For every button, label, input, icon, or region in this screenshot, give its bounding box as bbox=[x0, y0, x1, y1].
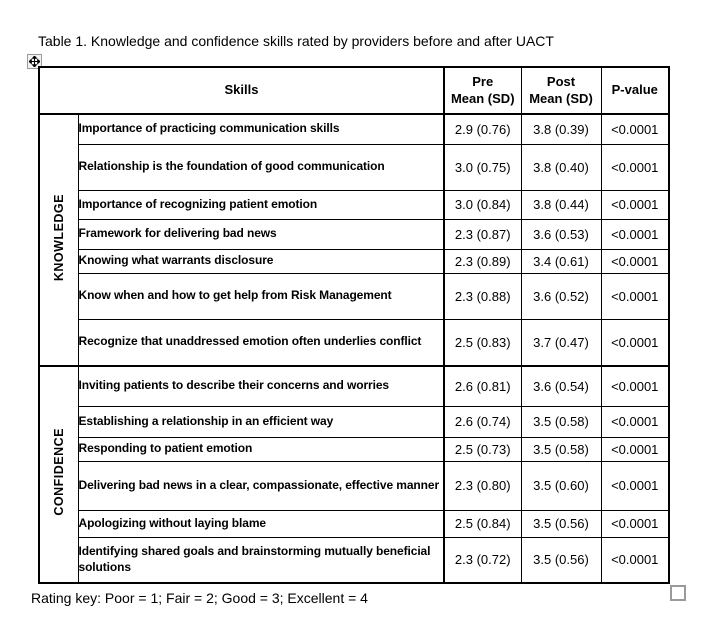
skill-cell: Importance of practicing communication skills bbox=[78, 114, 444, 144]
table-row bbox=[39, 537, 669, 583]
post-cell: 3.8 (0.44) bbox=[521, 190, 601, 219]
table-row bbox=[39, 273, 669, 319]
pre-cell: 2.5 (0.84) bbox=[444, 510, 521, 537]
rating-key: Rating key: Poor = 1; Fair = 2; Good = 3; Excellent = 4 bbox=[31, 590, 368, 606]
section-label-confidence bbox=[39, 366, 78, 583]
knowledge-confidence-table bbox=[38, 66, 670, 584]
skill-cell: Delivering bad news in a clear, compassionate, effective manner bbox=[78, 461, 444, 510]
post-cell: 3.5 (0.58) bbox=[521, 406, 601, 437]
table-row bbox=[39, 219, 669, 249]
pre-cell: 2.5 (0.83) bbox=[444, 319, 521, 366]
post-cell: 3.5 (0.56) bbox=[521, 537, 601, 583]
pvalue-cell: <0.0001 bbox=[601, 273, 669, 319]
post-cell: 3.6 (0.54) bbox=[521, 366, 601, 406]
skill-cell: Know when and how to get help from Risk Management bbox=[78, 273, 444, 319]
table-row bbox=[39, 461, 669, 510]
pre-cell: 2.6 (0.74) bbox=[444, 406, 521, 437]
header-pre-line1: Pre bbox=[472, 74, 494, 90]
table-row bbox=[39, 319, 669, 366]
pvalue-cell: <0.0001 bbox=[601, 406, 669, 437]
header-pre-line2: Mean (SD) bbox=[450, 90, 515, 106]
pre-cell: 2.3 (0.87) bbox=[444, 219, 521, 249]
skill-cell: Responding to patient emotion bbox=[78, 437, 444, 461]
column-header-pvalue: P-value bbox=[601, 67, 669, 114]
table-caption: Table 1. Knowledge and confidence skills rated by providers before and after UACT bbox=[38, 33, 554, 49]
post-cell: 3.5 (0.60) bbox=[521, 461, 601, 510]
pre-cell: 2.9 (0.76) bbox=[444, 114, 521, 144]
table-row bbox=[39, 114, 669, 144]
pvalue-cell: <0.0001 bbox=[601, 366, 669, 406]
post-cell: 3.5 (0.56) bbox=[521, 510, 601, 537]
pvalue-cell: <0.0001 bbox=[601, 144, 669, 190]
knowledge-vertical-label: KNOWLEDGE bbox=[51, 193, 66, 282]
skill-cell: Apologizing without laying blame bbox=[78, 510, 444, 537]
column-header-post bbox=[521, 67, 601, 114]
pvalue-cell: <0.0001 bbox=[601, 437, 669, 461]
table-row bbox=[39, 249, 669, 273]
header-post-line1: Post bbox=[546, 74, 576, 90]
table-row bbox=[39, 366, 669, 406]
pre-cell: 2.3 (0.72) bbox=[444, 537, 521, 583]
table-row bbox=[39, 437, 669, 461]
pvalue-cell: <0.0001 bbox=[601, 114, 669, 144]
pvalue-cell: <0.0001 bbox=[601, 510, 669, 537]
post-cell: 3.7 (0.47) bbox=[521, 319, 601, 366]
pre-cell: 2.5 (0.73) bbox=[444, 437, 521, 461]
pvalue-cell: <0.0001 bbox=[601, 537, 669, 583]
pre-cell: 2.3 (0.88) bbox=[444, 273, 521, 319]
skill-cell: Knowing what warrants disclosure bbox=[78, 249, 444, 273]
post-cell: 3.5 (0.58) bbox=[521, 437, 601, 461]
post-cell: 3.4 (0.61) bbox=[521, 249, 601, 273]
pvalue-cell: <0.0001 bbox=[601, 249, 669, 273]
skill-cell: Identifying shared goals and brainstorming mutually beneficial solutions bbox=[78, 537, 444, 583]
column-header-pre bbox=[444, 67, 521, 114]
confidence-vertical-label: CONFIDENCE bbox=[51, 428, 66, 516]
pvalue-cell: <0.0001 bbox=[601, 190, 669, 219]
post-cell: 3.6 (0.52) bbox=[521, 273, 601, 319]
pre-cell: 3.0 (0.75) bbox=[444, 144, 521, 190]
skill-cell: Recognize that unaddressed emotion often underlies conflict bbox=[78, 319, 444, 366]
table-row bbox=[39, 144, 669, 190]
pre-cell: 2.3 (0.89) bbox=[444, 249, 521, 273]
pre-cell: 2.6 (0.81) bbox=[444, 366, 521, 406]
post-cell: 3.8 (0.39) bbox=[521, 114, 601, 144]
section-label-knowledge bbox=[39, 114, 78, 366]
table-resize-handle[interactable] bbox=[670, 585, 686, 601]
skill-cell: Importance of recognizing patient emotion bbox=[78, 190, 444, 219]
skill-cell: Framework for delivering bad news bbox=[78, 219, 444, 249]
table-row bbox=[39, 510, 669, 537]
post-cell: 3.8 (0.40) bbox=[521, 144, 601, 190]
post-cell: 3.6 (0.53) bbox=[521, 219, 601, 249]
pvalue-cell: <0.0001 bbox=[601, 219, 669, 249]
pvalue-cell: <0.0001 bbox=[601, 319, 669, 366]
table-row bbox=[39, 406, 669, 437]
pvalue-cell: <0.0001 bbox=[601, 461, 669, 510]
column-header-skills: Skills bbox=[39, 67, 444, 114]
skill-cell: Establishing a relationship in an efficient way bbox=[78, 406, 444, 437]
skill-cell: Inviting patients to describe their concerns and worries bbox=[78, 366, 444, 406]
pre-cell: 2.3 (0.80) bbox=[444, 461, 521, 510]
skill-cell: Relationship is the foundation of good communication bbox=[78, 144, 444, 190]
pre-cell: 3.0 (0.84) bbox=[444, 190, 521, 219]
table-row bbox=[39, 190, 669, 219]
header-post-line2: Mean (SD) bbox=[529, 90, 593, 106]
